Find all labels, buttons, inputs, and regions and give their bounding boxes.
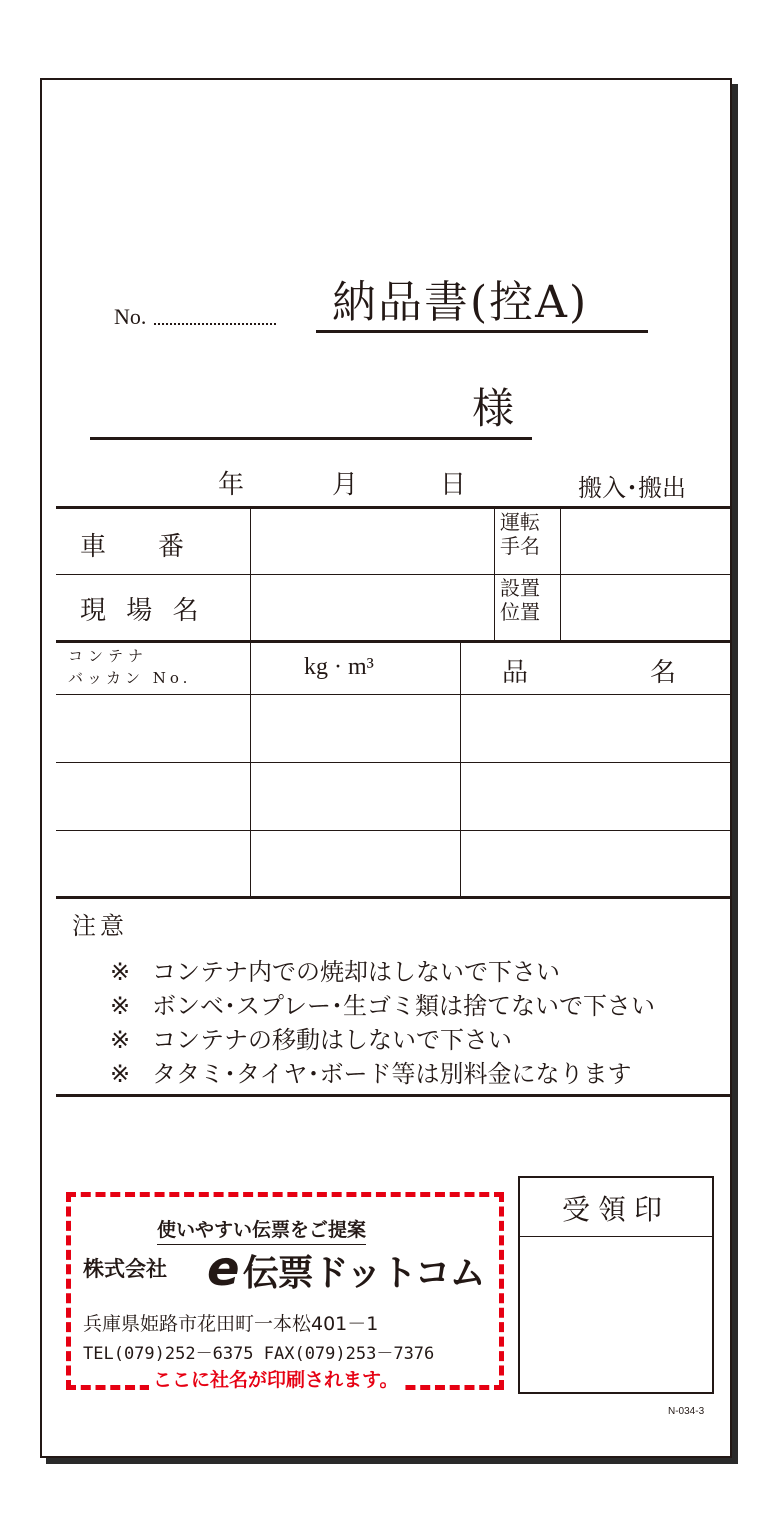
notice-text: タタミ･タイヤ･ボード等は別料金になります xyxy=(152,1060,632,1088)
info-table-row-divider xyxy=(56,574,732,575)
driver-label-line2: 手名 xyxy=(500,534,540,558)
notice-title: 注意 xyxy=(72,912,128,940)
notice-bottom-border xyxy=(56,1094,732,1097)
notice-text: コンテナ内での焼却はしないで下さい xyxy=(152,958,560,986)
notice-mark: ※ xyxy=(110,958,131,986)
ad-company-type: 株式会社 xyxy=(83,1257,167,1281)
weight-volume-cell[interactable] xyxy=(252,696,458,760)
date-year-label: 年 xyxy=(218,470,245,500)
receipt-stamp-label: 受領印 xyxy=(561,1193,670,1226)
container-header-line2: バッカン No. xyxy=(68,669,192,687)
container-no-cell[interactable] xyxy=(58,696,248,760)
ad-address: 兵庫県姫路市花田町一本松401－1 xyxy=(83,1313,379,1335)
product-name-cell[interactable] xyxy=(462,764,730,828)
weight-volume-header: kg · m³ xyxy=(304,654,374,680)
info-table-col-divider xyxy=(250,508,251,640)
notice-text: コンテナの移動はしないで下さい xyxy=(152,1026,512,1054)
container-no-cell[interactable] xyxy=(58,832,248,894)
notice-mark: ※ xyxy=(110,1060,131,1088)
items-col-divider xyxy=(460,642,461,896)
brand-name: 伝票ドットコム xyxy=(242,1253,485,1294)
items-table-bottom-border xyxy=(56,896,732,899)
items-header-divider xyxy=(56,694,732,695)
weight-volume-cell[interactable] xyxy=(252,764,458,828)
driver-name-field[interactable] xyxy=(562,510,730,572)
notice-item xyxy=(110,1054,632,1089)
transport-type-label: 搬入･搬出 xyxy=(578,474,686,502)
number-label: No. xyxy=(114,304,147,329)
items-col-divider xyxy=(250,642,251,896)
installation-position-field[interactable] xyxy=(562,576,730,638)
vehicle-number-field[interactable] xyxy=(252,510,492,572)
title-underline xyxy=(316,330,648,333)
number-field[interactable] xyxy=(154,323,276,325)
notice-item xyxy=(110,986,655,1021)
notice-item xyxy=(110,952,560,987)
delivery-slip xyxy=(40,78,732,1458)
site-name-field[interactable] xyxy=(252,576,492,638)
product-header-part1: 品 xyxy=(502,658,529,688)
info-table-bottom-border xyxy=(56,640,732,643)
document-title: 納品書(控A) xyxy=(332,277,589,328)
recipient-suffix: 様 xyxy=(472,384,515,433)
notice-mark: ※ xyxy=(110,1026,131,1054)
notice-text: ボンベ･スプレー･生ゴミ類は捨てないで下さい xyxy=(152,992,656,1020)
site-name-label: 現 場 名 xyxy=(80,596,205,626)
position-label-line1: 設置 xyxy=(500,576,540,600)
info-table-col-divider xyxy=(560,508,561,640)
ad-print-note: ここに社名が印刷されます。 xyxy=(149,1365,402,1392)
vehicle-number-label: 車 番 xyxy=(80,532,185,562)
product-name-cell[interactable] xyxy=(462,832,730,894)
ad-brand-logo xyxy=(207,1241,485,1297)
info-table-col-divider xyxy=(494,508,495,640)
items-row-divider xyxy=(56,830,732,831)
date-day-label: 日 xyxy=(440,470,467,500)
form-code: N-034-3 xyxy=(668,1406,705,1417)
brand-e-icon: e xyxy=(207,1241,239,1297)
weight-volume-cell[interactable] xyxy=(252,832,458,894)
receipt-stamp-field[interactable] xyxy=(520,1238,712,1392)
ad-catchphrase: 使いやすい伝票をご提案 xyxy=(157,1215,366,1245)
notice-mark: ※ xyxy=(110,992,131,1020)
items-row-divider xyxy=(56,762,732,763)
product-header-part2: 名 xyxy=(650,658,677,688)
container-header-line1: コンテナ xyxy=(68,647,149,665)
notice-item xyxy=(110,1020,512,1055)
container-no-cell[interactable] xyxy=(58,764,248,828)
ad-tel-fax: TEL(079)252－6375 FAX(079)253－7376 xyxy=(83,1344,435,1364)
driver-label-line1: 運転 xyxy=(500,510,540,534)
position-label-line2: 位置 xyxy=(500,600,540,624)
receipt-stamp-box xyxy=(518,1176,714,1394)
company-imprint-area xyxy=(66,1192,504,1390)
stamp-divider xyxy=(520,1236,712,1237)
date-month-label: 月 xyxy=(332,470,359,500)
recipient-field[interactable] xyxy=(90,437,532,440)
product-name-cell[interactable] xyxy=(462,696,730,760)
info-table-top-border xyxy=(56,506,732,509)
